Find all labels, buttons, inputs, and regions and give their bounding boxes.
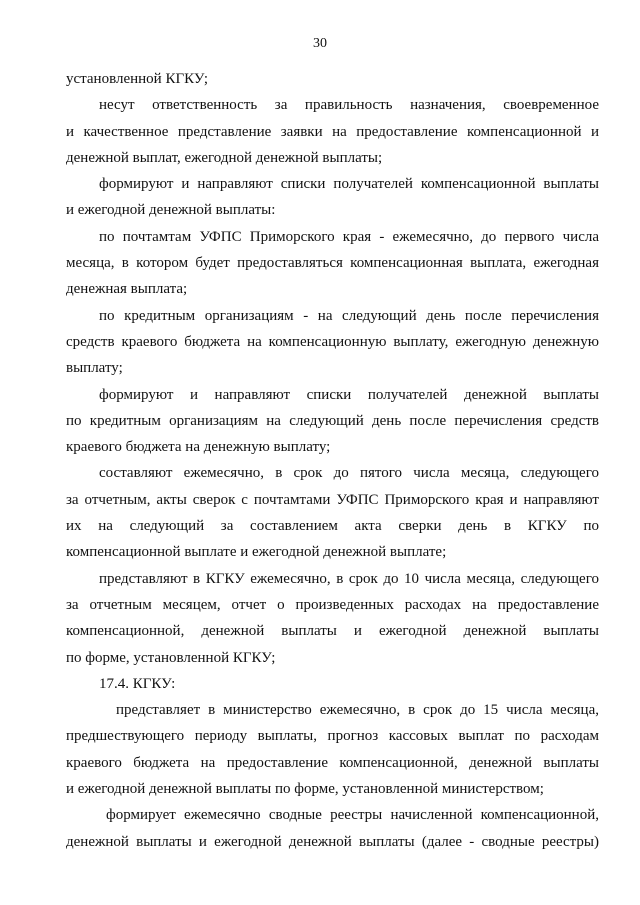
text-line: и ежегодной денежной выплаты по форме, установленной министерством; — [66, 781, 544, 798]
text-line: представляет в министерство ежемесячно, в срок до 15 числа месяца, — [116, 702, 599, 719]
text-line: установленной КГКУ; — [66, 71, 209, 87]
text-line: краевого бюджета на предоставление компенсационной, денежной выплаты — [66, 754, 599, 771]
text-line: средств краевого бюджета на компенсационную выплату, ежегодную денежную — [66, 333, 599, 350]
text-line: и качественное представление заявки на предоставление компенсационной и — [66, 123, 599, 140]
text-line: краевого бюджета на денежную выплату; — [66, 439, 331, 456]
text-line: по кредитным организациям - на следующий день после перечисления — [99, 307, 599, 324]
text-line: месяца, в котором будет предоставляться компенсационная выплата, ежегодная — [66, 255, 599, 272]
text-line: компенсационной выплате и ежегодной денежной выплате; — [66, 544, 447, 561]
text-line: компенсационной, денежной выплаты и ежегодной денежной выплаты — [66, 623, 599, 640]
text-line: предшествующего периоду выплаты, прогноз кассовых выплат по расходам — [66, 728, 599, 745]
text-line: денежной выплат, ежегодной денежной выплаты; — [66, 149, 383, 166]
text-line: составляют ежемесячно, в срок до пятого числа месяца, следующего — [99, 465, 599, 482]
text-line: денежная выплата; — [66, 281, 188, 298]
text-line: и ежегодной денежной выплаты: — [66, 202, 276, 219]
text-line: денежной выплаты и ежегодной денежной выплаты (далее - сводные реестры) — [66, 833, 599, 850]
text-line: за отчетным месяцем, отчет о произведенных расходах на предоставление — [66, 596, 599, 613]
page-number: 30 — [313, 36, 327, 51]
text-line: их на следующий за составлением акта сверки день в КГКУ по — [66, 518, 599, 535]
text-line: формируют и направляют списки получателей денежной выплаты — [99, 386, 599, 403]
text-line: формирует ежемесячно сводные реестры начисленной компенсационной, — [106, 807, 599, 824]
text-line: выплату; — [66, 360, 123, 377]
text-line: за отчетным, акты сверок с почтамтами УФПС Приморского края и направляют — [66, 491, 599, 508]
text-line: представляют в КГКУ ежемесячно, в срок до 10 числа месяца, следующего — [99, 570, 599, 587]
text-line: по почтамтам УФПС Приморского края - ежемесячно, до первого числа — [99, 228, 599, 245]
text-line: несут ответственность за правильность назначения, своевременное — [99, 97, 599, 114]
text-line: формируют и направляют списки получателей компенсационной выплаты — [99, 176, 599, 193]
text-line: по форме, установленной КГКУ; — [66, 649, 276, 666]
text-line: по кредитным организациям на следующий день после перечисления средств — [66, 412, 599, 429]
text-line: 17.4. КГКУ: — [99, 675, 176, 692]
body-text — [66, 66, 599, 855]
